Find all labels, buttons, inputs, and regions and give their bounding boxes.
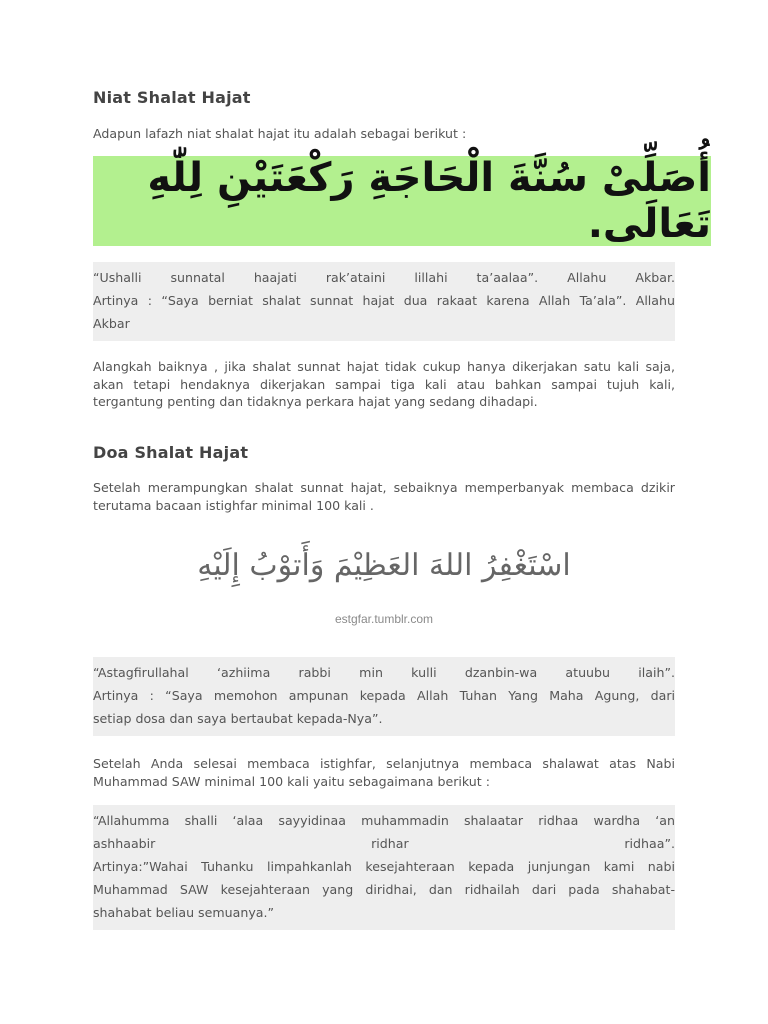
quote-block: [93, 805, 675, 930]
paragraph: Adapun lafazh niat shalat hajat itu adalah sebagai berikut :: [93, 126, 467, 141]
quote-block: [93, 657, 675, 736]
heading-doa: [93, 443, 675, 462]
arabic-niat-box: [93, 156, 711, 246]
quote-line: Artinya : “Saya berniat shalat sunnat hajat dua rakaat karena Allah Ta’ala”. Allahu: [93, 293, 675, 308]
paragraph: Setelah merampungkan shalat sunnat hajat, sebaiknya memperbanyak membaca dzikir terutama bacaan istighfar minimal 100 kali .: [93, 480, 675, 513]
quote-line: Akbar: [93, 316, 130, 331]
arabic-text: اسْتَغْفِرُ اللهَ العَظِيْمَ وَأَتوْبُ إِلَيْهِ: [197, 548, 571, 583]
quote-istighfar: [93, 657, 675, 736]
quote-line: ashhaabir ridhar ridhaa”.: [93, 836, 675, 851]
quote-line: Artinya : “Saya memohon ampunan kepada Allah Tuhan Yang Maha Agung, dari: [93, 688, 675, 703]
section-title: Doa Shalat Hajat: [93, 443, 249, 462]
quote-niat: [93, 262, 675, 341]
intro-doa: [93, 479, 675, 514]
image-credit: [93, 612, 675, 626]
quote-line: shahabat beliau semuanya.”: [93, 905, 275, 920]
quote-line: “Astagfirullahal ‘azhiima rabbi min kulli dzanbin-wa atuubu ilaih”.: [93, 665, 675, 680]
quote-line: “Allahumma shalli ‘alaa sayyidinaa muhammadin shalaatar ridhaa wardha ‘an: [93, 813, 675, 828]
arabic-text: أُصَلِّىْ سُنَّةَ الْحَاجَةِ رَكْعَتَيْنِ لِلّٰهِ تَعَالَى.: [93, 156, 711, 246]
quote-line: Muhammad SAW kesejahteraan yang diridhai, dan ridhailah dari pada shahabat-: [93, 882, 675, 897]
istighfar-image: [93, 548, 675, 583]
quote-block: [93, 262, 675, 341]
credit-text: estgfar.tumblr.com: [334, 612, 434, 626]
quote-line: setiap dosa dan saya bertaubat kepada-Nya”.: [93, 711, 383, 726]
paragraph-niat: [93, 358, 675, 411]
paragraph: Setelah Anda selesai membaca istighfar, selanjutnya membaca shalawat atas Nabi Muhammad SAW minimal 100 kali yaitu sebagaimana berikut :: [93, 756, 675, 789]
heading-niat: [93, 88, 675, 107]
section-title: Niat Shalat Hajat: [93, 88, 251, 107]
intro-niat: [93, 125, 675, 143]
quote-line: Artinya:”Wahai Tuhanku limpahkanlah kesejahteraan kepada junjungan kami nabi: [93, 859, 675, 874]
paragraph: Alangkah baiknya , jika shalat sunnat hajat tidak cukup hanya dikerjakan satu kali saja, akan tetapi hendaknya dikerjakan sampai tiga kali atau bahkan sampai tujuh kali, tergantung penting dan tidaknya perkara hajat yang sedang dihadapi.: [93, 359, 675, 409]
paragraph-shalawat: [93, 755, 675, 790]
quote-shalawat: [93, 805, 675, 930]
quote-line: “Ushalli sunnatal haajati rak’ataini lillahi ta’aalaa”. Allahu Akbar.: [93, 270, 675, 285]
